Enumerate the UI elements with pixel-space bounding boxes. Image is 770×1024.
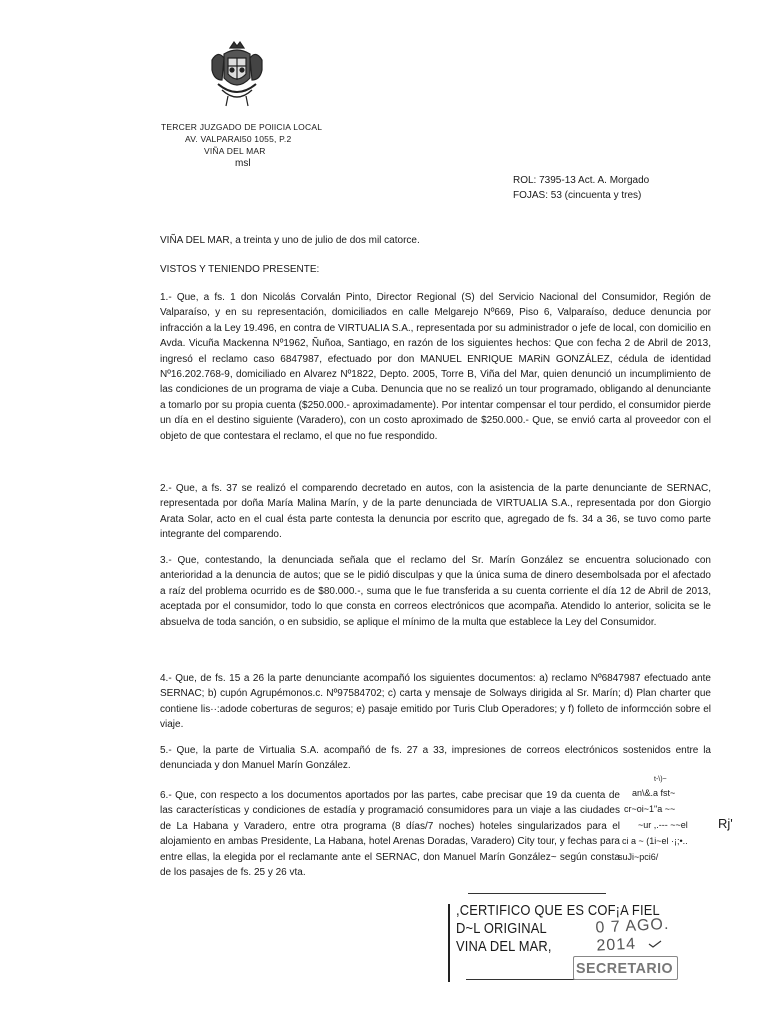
stamp-date: 0 7 AGO. 2014 (595, 915, 670, 955)
scribble: ci a ~ (1i~el ·¡;•.. (622, 836, 688, 846)
paragraph-5: 5.- Que, la parte de Virtualia S.A. acompañó de fs. 27 a 33, impresiones de correos electrónicos sostenidos entre la denunciada y don Manuel Marín González. (160, 745, 711, 772)
paragraph-1: 1.- Que, a fs. 1 don Nicolás Corvalán Pinto, Director Regional (S) del Servicio Nacional del Consumidor, Región de Valparaíso, y en su representación, domiciliados en calle Melgarejo Nº669, Piso 6, Valparaíso, deduce denuncia por infracción a la Ley 19.496, en contra de VIRTUALIA S.A., representada por su administrador o jefe de local, con domicilio en Avda. Vicuña Mackenna Nº1962, Ñuñoa, Santiago, en razón de los siguientes hechos: Que con fecha 2 de Abril de 2013, ingresó el reclamo caso 6847987, efectuado por don MANUEL ENRIQUE MARiN GONZÁLEZ, cédula de identidad Nº16.202.768-9, domiciliado en Alvarez Nº1822, Depto. 2005, Torre B, Viña del Mar, quien denunció un incumplimiento de las condiciones de un programa de viaje a Cuba. Denuncia que no se realizó un tour programado, obligando al denunciante a tomarlo por su propia cuenta ($250.000.- aproximadamente). Por intentar compensar el tour perdido, el consumidor pierde un día en el destino siguiente (Varadero), con un costo aproximado de $250.000.- Que, se envió carta al proveedor con el objeto de que contestara el reclamo, el que no fue respondido. (160, 292, 711, 442)
stamp-border (448, 904, 450, 982)
court-city: VIÑA DEL MAR (204, 146, 266, 156)
scribble: suJi~pci6/ (618, 852, 659, 862)
certification-stamp (448, 898, 698, 984)
check-mark-icon (648, 940, 662, 948)
court-address: AV. VALPARAl50 1055, P.2 (185, 134, 292, 144)
case-fojas: FOJAS: 53 (cincuenta y tres) (513, 190, 642, 201)
section-heading: VISTOS Y TENIENDO PRESENTE: (160, 264, 320, 275)
clerk-initials: msl (235, 158, 251, 169)
stamp-line-2: D~L ORIGINAL (456, 920, 547, 937)
scribble: ~ur ,.--- ~~el (638, 820, 688, 830)
paragraph-2: 2.- Que, a fs. 37 se realizó el comparendo decretado en autos, con la asistencia de la parte denunciante de SERNAC, representada por doña María Malina Marín, y de la parte denunciada de VIRTUALIA S.A., representada por don Giorgio Arata Solar, acto en el cual ésta parte contesta la denuncia por escrito que, agregado de fs. 34 a 36, se tuvo como parte integrante del comparendo. (160, 483, 711, 541)
scribble: cr~oi~1"a ~~ (624, 804, 676, 814)
date-line: VIÑA DEL MAR, a treinta y uno de julio de dos mil catorce. (160, 235, 420, 246)
stamp-line-1: ,CERTIFICO QUE ES COF¡A FIEL (456, 902, 660, 919)
coat-of-arms-emblem (208, 40, 266, 110)
scribble: an\&.a fst~ (632, 788, 676, 798)
case-reference (513, 173, 649, 203)
scribble: t-\)~ (654, 776, 667, 783)
court-name: TERCER JUZGADO DE POlICIA LOCAL (161, 122, 323, 132)
case-rol: ROL: 7395-13 Act. A. Morgado (513, 175, 650, 186)
stamp-line-3: VINA DEL MAR, (456, 938, 552, 955)
stamp-underline (466, 979, 576, 980)
scribble: Rj' (718, 816, 733, 831)
margin-scribbles (618, 776, 758, 866)
paragraph-6: 6.- Que, con respecto a los documentos aportados por las partes, cabe precisar que 19 da cuenta de las características y condiciones de estadía y programació consumidores para un viaje a las ciudades de La Habana y Varadero, entre otra programa (8 días/7 noches) hoteles singularizados para el alojamiento en ambas Presidente, La Habana, hotel Arenas Doradas, Varadero) City tour, y fechas para entre ellas, la elegida por el reclamante ante el SERNAC, don Manuel Marín González~ según consta de los pasajes de fs. 25 y 26 vta. (160, 790, 620, 879)
paragraph-3: 3.- Que, contestando, la denunciada señala que el reclamo del Sr. Marín González se encuentra solucionado con anterioridad a la denuncia de autos; que se le pidió disculpas y que la única suma de dinero desembolsada por el afectado a raíz del problema ocurrido es de $80.000.-, suma que le fue transferida a su cuenta corriente el día 12 de Abril de 2013, aceptada por el consumidor, todo lo que consta en correos electrónicos que acompaña. Atendido lo anterior, solicita se le absuelva de toda sanción, o en subsidio, se aplique el mínimo de la multa que establece la Ley del Consumidor. (160, 555, 711, 628)
secretario-stamp: SECRETARIO (576, 960, 674, 977)
signature-line (468, 893, 606, 894)
paragraph-4: 4.- Que, de fs. 15 a 26 la parte denunciante acompañó los siguientes documentos: a) reclamo Nº6847987 efectuado ante SERNAC; b) cupón Agrupémonos.c. Nº97584702; c) carta y mensaje de Solways dirigida al Sr. Marín; d) Plan charter que contiene lis··:adode coberturas de seguros; e) pasaje emitido por Turis Club Operadores; y f) folleto de informcción sobre el viaje. (160, 673, 711, 731)
